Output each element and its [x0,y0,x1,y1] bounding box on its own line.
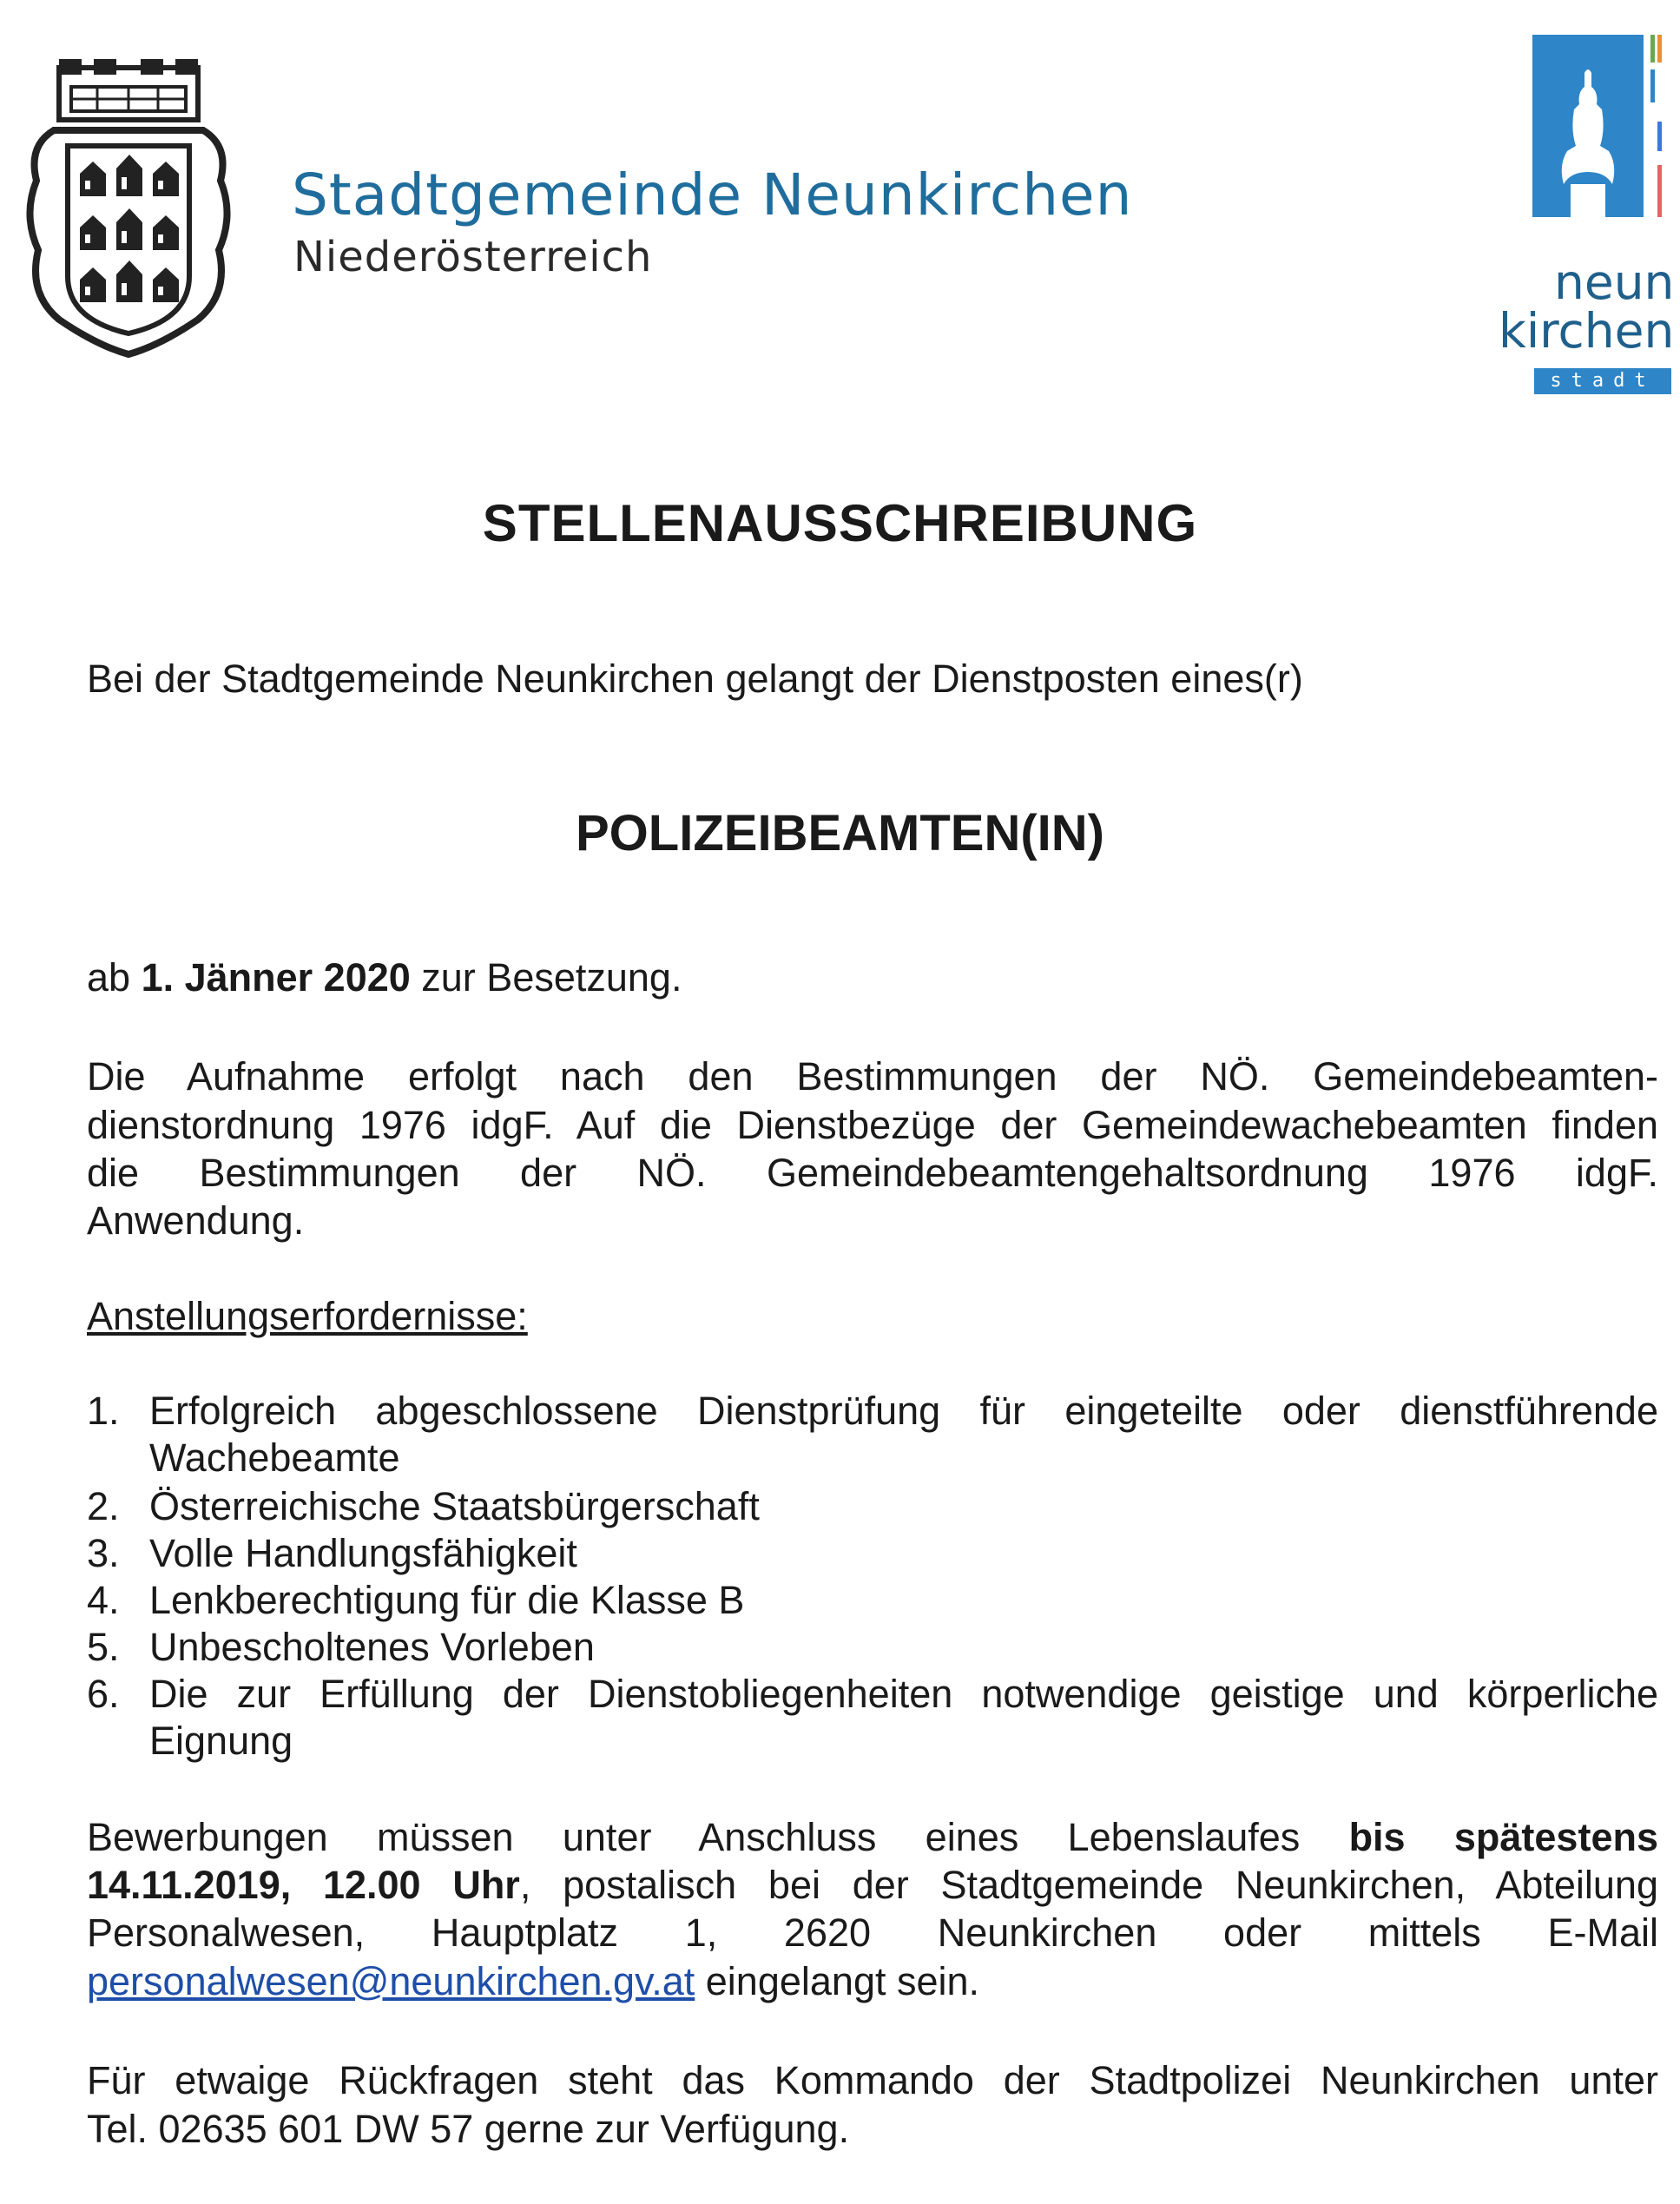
email-link[interactable]: personalwesen@neunkirchen.gv.at [87,1959,695,2003]
organization-name: Stadtgemeinde Neunkirchen [292,162,1133,228]
logo-word-kirchen: kirchen [1499,303,1675,359]
city-coat-of-arms-icon [19,59,238,365]
list-item: 5. Unbescholtenes Vorleben [87,1625,595,1669]
list-item: 4. Lenkberechtigung für die Klasse B [87,1578,745,1622]
paragraph-line: Die Aufnahme erfolgt nach den Bestimmungen der NÖ. Gemeindebeamten- [87,1054,1658,1099]
contact-line: Tel. 02635 601 DW 57 gerne zur Verfügung. [87,2107,850,2151]
list-item: 6. Die zur Erfüllung der Dienstobliegenheiten notwendige geistige und körperliche Eignung [87,1672,1658,1763]
intro-text: Bei der Stadtgemeinde Neunkirchen gelangt der Dienstposten eines(r) [87,657,1303,701]
logo-tag-stadt: stadt [1534,368,1671,394]
position-title: POLIZEIBEAMTEN(IN) [576,805,1104,861]
list-item: 2. Österreichische Staatsbürgerschaft [87,1484,760,1528]
list-item: 3. Volle Handlungsfähigkeit [87,1531,577,1575]
application-line: Bewerbungen müssen unter Anschluss eines Lebenslaufes bis spätestens [87,1815,1658,1859]
start-date: 1. Jänner 2020 [141,955,411,1000]
document-title: STELLENAUSSCHREIBUNG [482,494,1198,552]
requirements-heading: Anstellungserfordernisse: [87,1294,528,1338]
application-line: Personalwesen, Hauptplatz 1, 2620 Neunkirchen oder mittels E-Mail [87,1910,1658,1955]
application-line: personalwesen@neunkirchen.gv.at eingelangt sein. [87,1959,980,2003]
contact-line: Für etwaige Rückfragen steht das Kommando der Stadtpolizei Neunkirchen unter [87,2058,1658,2102]
paragraph-line: Anwendung. [87,1198,305,1243]
paragraph-line: dienstordnung 1976 idgF. Auf die Dienstbezüge der Gemeindewachebeamten finden [87,1103,1658,1147]
deadline-label: bis spätestens [1348,1815,1658,1859]
deadline-date: 14.11.2019, 12.00 Uhr [87,1863,520,1907]
paragraph-line: die Bestimmungen der NÖ. Gemeindebeamtengehaltsordnung 1976 idgF. [87,1151,1658,1195]
organization-region: Niederösterreich [293,233,653,281]
application-line: 14.11.2019, 12.00 Uhr, postalisch bei der Stadtgemeinde Neunkirchen, Abteilung [87,1863,1658,1907]
logo-word-neun: neun [1554,254,1675,310]
list-item: 1. Erfolgreich abgeschlossene Dienstprüfung für eingeteilte oder dienstführende Wachebeamte [87,1389,1658,1480]
start-date-line: ab 1. Jänner 2020 zur Besetzung. [87,955,682,1000]
